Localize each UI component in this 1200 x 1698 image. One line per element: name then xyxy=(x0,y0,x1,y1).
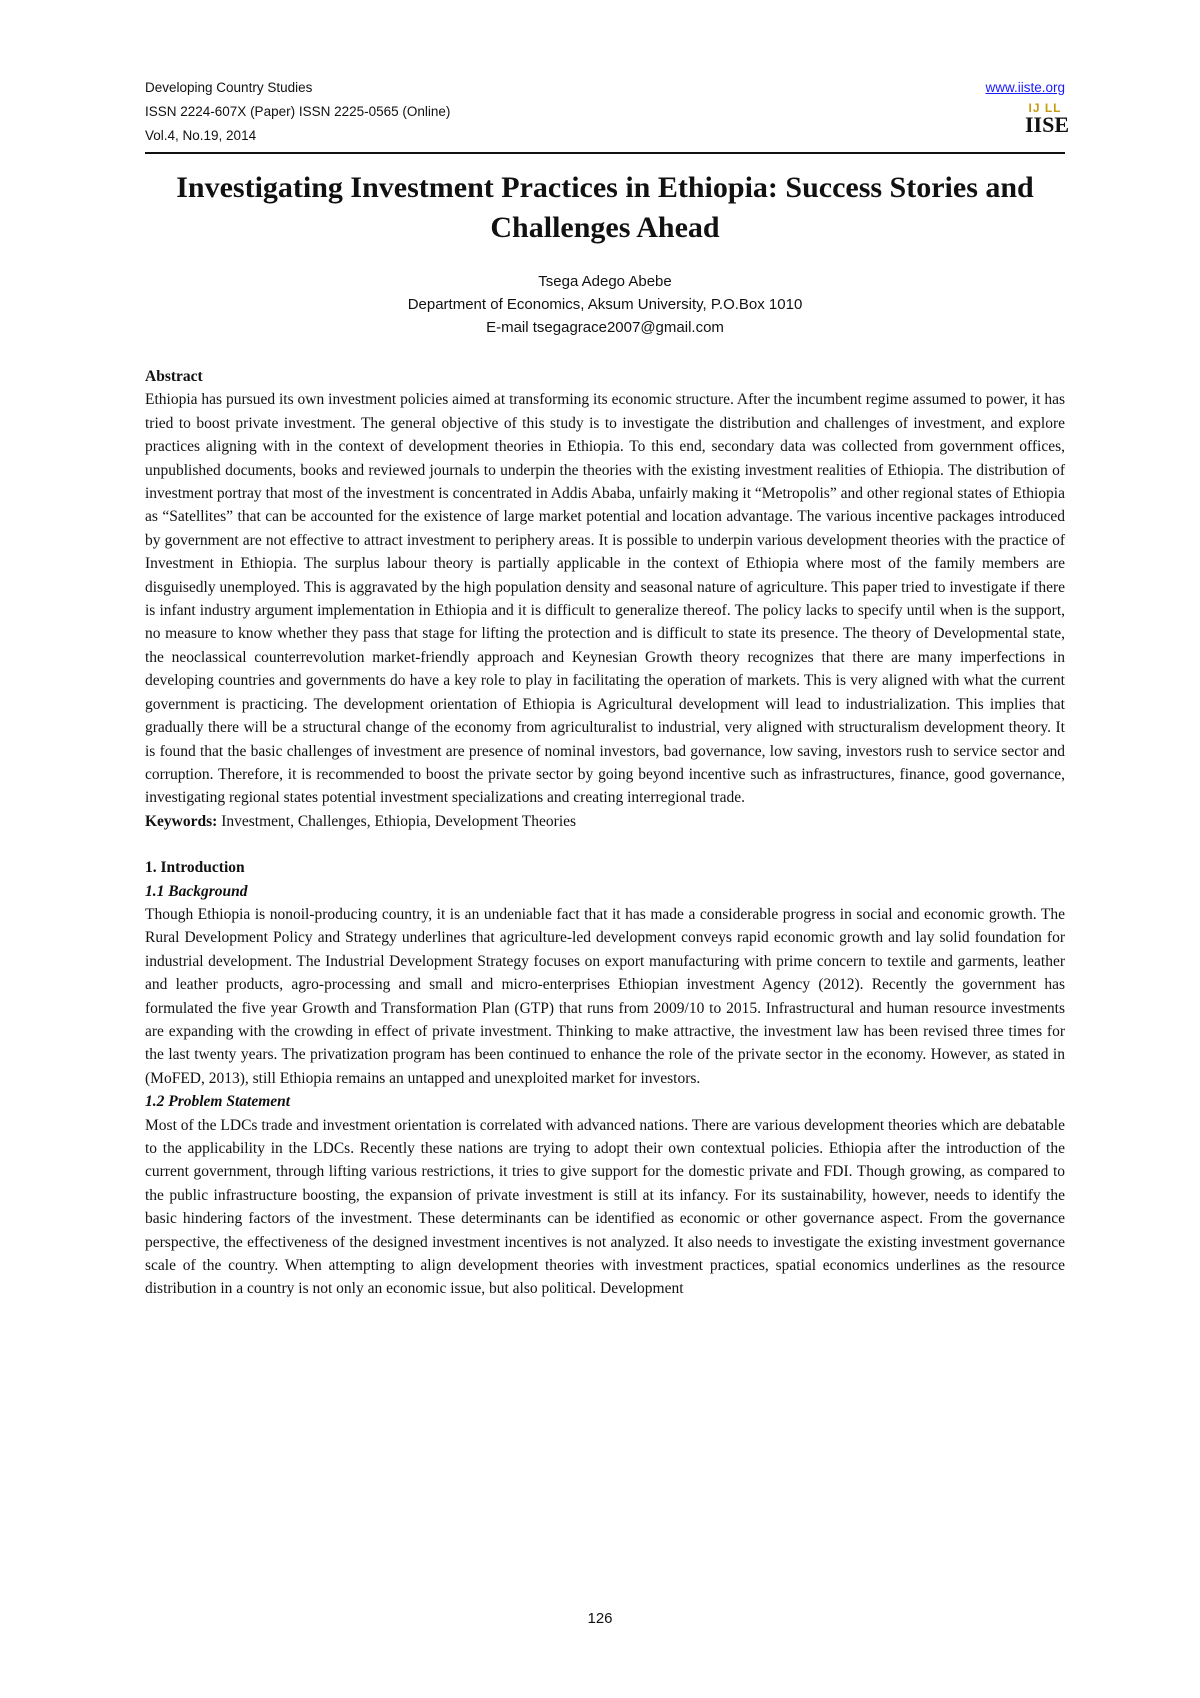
paper-title: Investigating Investment Practices in Ethiopia: Success Stories and Challenges Ahead xyxy=(176,171,1034,244)
background-heading: 1.1 Background xyxy=(145,882,248,900)
journal-url-link[interactable]: www.iiste.org xyxy=(985,80,1065,95)
journal-volume: Vol.4, No.19, 2014 xyxy=(145,128,257,143)
introduction-heading: 1. Introduction xyxy=(145,859,245,877)
author-block xyxy=(145,270,1065,339)
journal-info xyxy=(145,76,1070,148)
logo-top-text: IJ LL xyxy=(1028,101,1062,115)
author-affiliation: Department of Economics, Aksum University, P.O.Box 1010 xyxy=(407,296,803,313)
page-header xyxy=(145,76,1070,146)
problem-statement-heading: 1.2 Problem Statement xyxy=(145,1093,291,1111)
journal-name: Developing Country Studies xyxy=(145,80,313,95)
logo-bottom-text: IISE xyxy=(1025,112,1070,137)
background-text: Though Ethiopia is nonoil-producing country, it is an undeniable fact that it has made a considerable progress in social and economic growth. The Rural Development Policy and Strategy underlines that agriculture-led development conveys rapid economic growth and lay solid foundation for industrial development. The Industrial Development Strategy focuses on export manufacturing with prime concern to textile and garments, leather and leather products, agro-processing and small and micro-enterprises Ethiopian investment Agency (2012). Recently the government has formulated the five year Growth and Transformation Plan (GTP) that runs from 2009/10 to 2015. Infrastructural and human resource investments are expanding with the crowding in effect of private investment. Thinking to make attractive, the investment law has been revised three times for the last twenty years. The privatization program has been continued to enhance the role of the private sector in the economy. However, as stated in (MoFED, 2013), still Ethiopia remains an untapped and unexploited market for investors. xyxy=(145,905,1065,1087)
journal-issn: ISSN 2224-607X (Paper) ISSN 2225-0565 (Online) xyxy=(145,104,451,119)
page-number: 126 xyxy=(587,1610,613,1627)
abstract-text: Ethiopia has pursued its own investment policies aimed at transforming its economic structure. After the incumbent regime assumed to power, it has tried to boost private investment. The general objective of this study is to investigate the distribution and challenges of investment, and explore practices aligning with in the context of development theories in Ethiopia. To this end, secondary data was collected from government offices, unpublished documents, books and reviewed journals to underpin the theories with the existing investment realities of Ethiopia. The distribution of investment portray that most of the investment is concentrated in Addis Ababa, unfairly making it “Metropolis” and other regional states of Ethiopia as “Satellites” that can be accounted for the existence of large market potential and location advantage. The various incentive packages introduced by government are not effective to attract investment to periphery areas. It is possible to underpin various development theories with the practice of Investment in Ethiopia. The surplus labour theory is partially applicable in the context of Ethiopia where most of the family members are disguisedly unemployed. This is aggravated by the high population density and seasonal nature of agriculture. This paper tried to investigate if there is infant industry argument implementation in Ethiopia and it is difficult to generalize thereof. The policy lacks to specify until when is the support, no measure to know whether they pass that stage for lifting the protection and is difficult to state its presence. The theory of Developmental state, the neoclassical counterrevolution market-friendly approach and Keynesian Growth theory recognizes that there are many imperfections in developing countries and governments do have a key role to play in facilitating the operation of markets. This is very aligned with what the current government is practicing. The development orientation of Ethiopia is Agricultural development will lead to industrialization. This implies that gradually there will be a structural change of the economy from agriculturalist to industrial, very aligned with structuralism development theory. It is found that the basic challenges of investment are presence of nominal investors, bad governance, low saving, investors rush to service sector and corruption. Therefore, it is recommended to boost the private sector by going beyond incentive such as infrastructures, finance, good governance, investigating regional states potential investment specializations and creating interregional trade. xyxy=(145,391,1065,807)
keywords-line xyxy=(145,810,1065,833)
author-email: E-mail tsegagrace2007@gmail.com xyxy=(486,319,724,336)
keywords-label: Keywords: xyxy=(145,812,218,830)
section-spacer xyxy=(145,833,1065,856)
paper-body xyxy=(145,365,1065,1301)
abstract-heading: Abstract xyxy=(145,368,203,385)
author-name: Tsega Adego Abebe xyxy=(538,273,672,290)
iiste-logo xyxy=(1025,101,1070,138)
keywords-list: Investment, Challenges, Ethiopia, Development Theories xyxy=(217,812,577,830)
header-divider xyxy=(145,152,1065,154)
problem-statement-text: Most of the LDCs trade and investment orientation is correlated with advanced nations. There are various development theories which are debatable to the applicability in the LDCs. Recently these nations are trying to adopt their own contextual policies. Ethiopia after the introduction of the current government, through lifting various restrictions, it tries to give support for the domestic private and FDI. Though growing, as compared to the public infrastructure boosting, the expansion of private investment is still at its infancy. For its sustainability, however, needs to identify the basic hindering factors of the investment. These determinants can be identified as economic or other governance aspect. From the governance perspective, the effectiveness of the designed investment incentives is not analyzed. It also needs to investigate the existing investment governance scale of the country. When attempting to align development theories with investment practices, spatial economics underlines as the resource distribution in a country is not only an economic issue, but also political. Development xyxy=(145,1116,1065,1298)
